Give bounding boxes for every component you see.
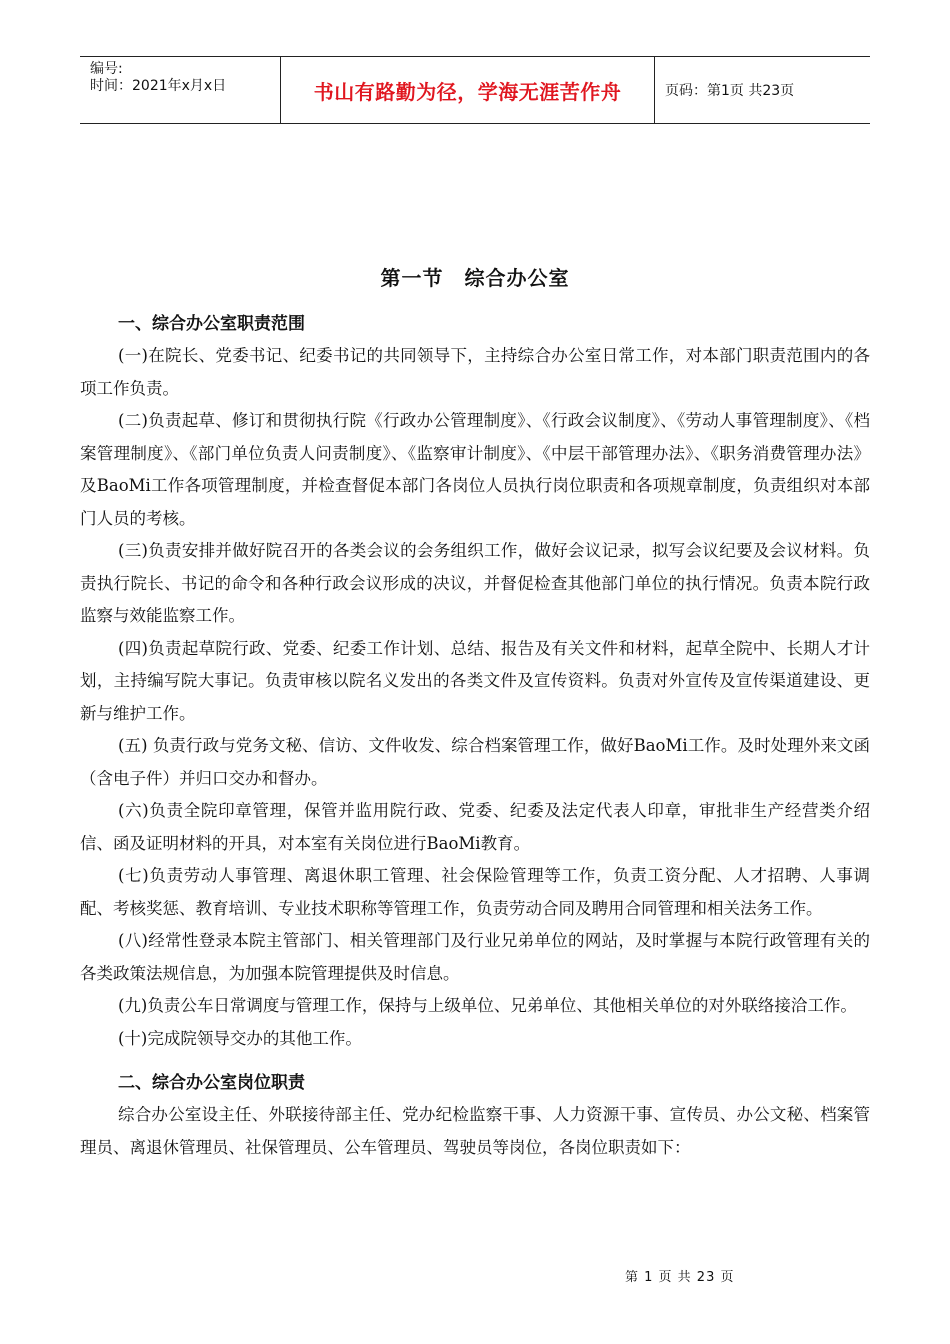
paragraph: (九)负责公车日常调度与管理工作，保持与上级单位、兄弟单位、其他相关单位的对外联络接洽工作。	[118, 996, 857, 1015]
header-page-info: 页码：第1页 共23页	[665, 83, 795, 99]
paragraph: (五) 负责行政与党务文秘、信访、文件收发、综合档案管理工作，做好BaoMi工作。及时处理外来文函（含电子件）并归口交办和督办。	[80, 736, 870, 788]
paragraph: (四)负责起草院行政、党委、纪委工作计划、总结、报告及有关文件和材料，起草全院中、长期人才计划，主持编写院大事记。负责审核以院名义发出的各类文件及宣传资料。负责对外宣传及宣传渠道建设、更新与维护工作。	[80, 638, 870, 723]
paragraph: (二)负责起草、修订和贯彻执行院《行政办公管理制度》、《行政会议制度》、《劳动人事管理制度》、《档案管理制度》、《部门单位负责人问责制度》、《监察审计制度》、《中层干部管理办法》、《职务消费管理办法》及BaoMi工作各项管理制度，并检查督促本部门各岗位人员执行岗位职责和各项规章制度，负责组织对本部门人员的考核。	[80, 411, 870, 528]
paragraph: (八)经常性登录本院主管部门、相关管理部门及行业兄弟单位的网站，及时掌握与本院行政管理有关的各类政策法规信息，为加强本院管理提供及时信息。	[80, 931, 870, 983]
paragraph: (三)负责安排并做好院召开的各类会议的会务组织工作，做好会议记录，拟写会议纪要及会议材料。负责执行院长、书记的命令和各种行政会议形成的决议，并督促检查其他部门单位的执行情况。负责本院行政监察与效能监察工作。	[80, 541, 870, 625]
paragraph: 综合办公室设主任、外联接待部主任、党办纪检监察干事、人力资源干事、宣传员、办公文秘、档案管理员、离退休管理员、社保管理员、公车管理员、驾驶员等岗位，各岗位职责如下：	[80, 1105, 870, 1157]
paragraph: (七)负责劳动人事管理、离退休职工管理、社会保险管理等工作，负责工资分配、人才招聘、人事调配、考核奖惩、教育培训、专业技术职称等管理工作，负责劳动合同及聘用合同管理和相关法务工作。	[80, 866, 870, 918]
paragraph: (一)在院长、党委书记、纪委书记的共同领导下，主持综合办公室日常工作，对本部门职责范围内的各项工作负责。	[80, 346, 870, 398]
page-title: 第一节 综合办公室	[380, 266, 570, 290]
document-header	[80, 56, 870, 124]
document-time-label: 时间：2021年x月x日	[90, 78, 227, 94]
paragraph: (六)负责全院印章管理，保管并监用院行政、党委、纪委及法定代表人印章，审批非生产经营类介绍信、函及证明材料的开具，对本室有关岗位进行BaoMi教育。	[80, 801, 870, 853]
header-motto: 书山有路勤为径，学海无涯苦作舟	[281, 57, 655, 123]
document-number-label: 编号:	[90, 61, 123, 77]
page-footer: 第 1 页 共 23 页	[625, 1270, 735, 1285]
section-heading-duties-scope: 一、综合办公室职责范围	[118, 314, 305, 334]
document-body	[80, 308, 870, 1164]
paragraph: (十)完成院领导交办的其他工作。	[118, 1028, 362, 1048]
header-meta	[80, 57, 281, 123]
section-heading-post-duties: 二、综合办公室岗位职责	[118, 1073, 305, 1093]
